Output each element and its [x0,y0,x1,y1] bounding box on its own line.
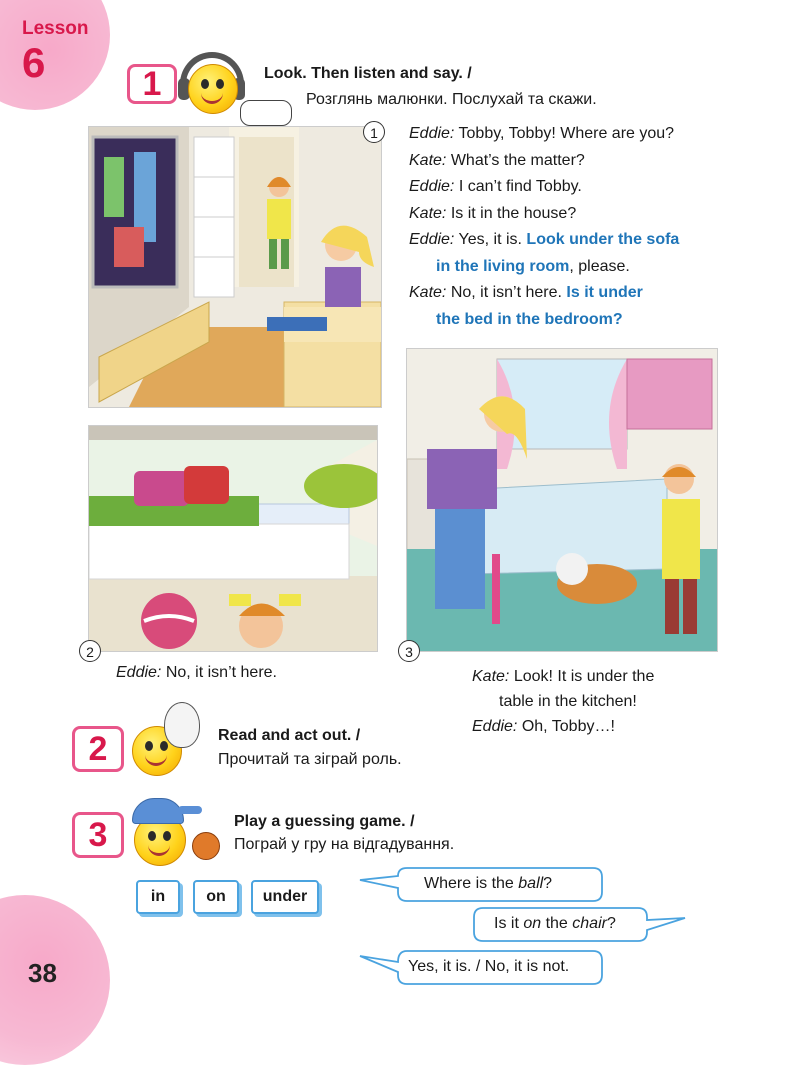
word-on[interactable]: on [193,880,239,914]
exercise1-title: Look. Then listen and say. / [264,65,472,82]
lesson-number: 6 [22,39,46,86]
picture3-caption: Kate: Look! It is under the table in the kitchen! Eddie: Oh, Tobby…! [472,668,655,735]
word-in[interactable]: in [136,880,180,914]
page-number: 38 [28,958,57,988]
exercise3-number: 3 [72,812,124,858]
exercise2-title: Read and act out. / [218,727,361,744]
cap-smiley-icon [120,792,230,872]
exercise2-number: 2 [72,726,124,772]
picture3-number: 3 [398,640,420,662]
bubble2-text: Is it on the chair? [494,915,616,932]
picture2-number: 2 [79,640,101,662]
lesson-label: Lesson [22,18,89,39]
kitchen-picture [406,348,718,652]
dialog-line: Eddie: I can’t find Tobby. [409,178,582,195]
dialog-line: Kate: What’s the matter? [409,151,585,169]
mask-smiley-icon [122,700,212,780]
exercise3-title: Play a guessing game. / [234,813,415,830]
headphones-smiley-icon [178,52,248,122]
dialog-line: Kate: No, it isn’t here. Is it under [409,284,643,301]
lesson-badge [0,0,110,110]
audio-track-box[interactable] [240,100,292,126]
picture1-number: 1 [363,121,385,143]
dialog-line: Kate: Is it in the house? [409,204,577,222]
word-under[interactable]: under [251,880,319,914]
dialog-line: in the living room, please. [436,257,630,275]
exercise1-subtitle: Розглянь малюнки. Послухай та скажи. [306,91,597,108]
dialog-line: Eddie: Yes, it is. Look under the sofa [409,231,680,248]
dialog [409,121,729,333]
bedroom-picture [88,425,378,652]
exercise3-subtitle: Пограй у гру на відгадування. [234,836,455,853]
exercise1-number: 1 [127,64,177,104]
dialog-line: Eddie: Tobby, Tobby! Where are you? [409,125,675,142]
exercise2-subtitle: Прочитай та зіграй роль. [218,751,402,768]
bubble1-text: Where is the ball? [424,875,553,892]
picture2-caption: Eddie: No, it isn’t here. [116,664,277,681]
bubble3-text: Yes, it is. / No, it is not. [408,958,570,975]
dialog-line: the bed in the bedroom? [436,310,623,328]
living-room-picture [88,126,382,408]
